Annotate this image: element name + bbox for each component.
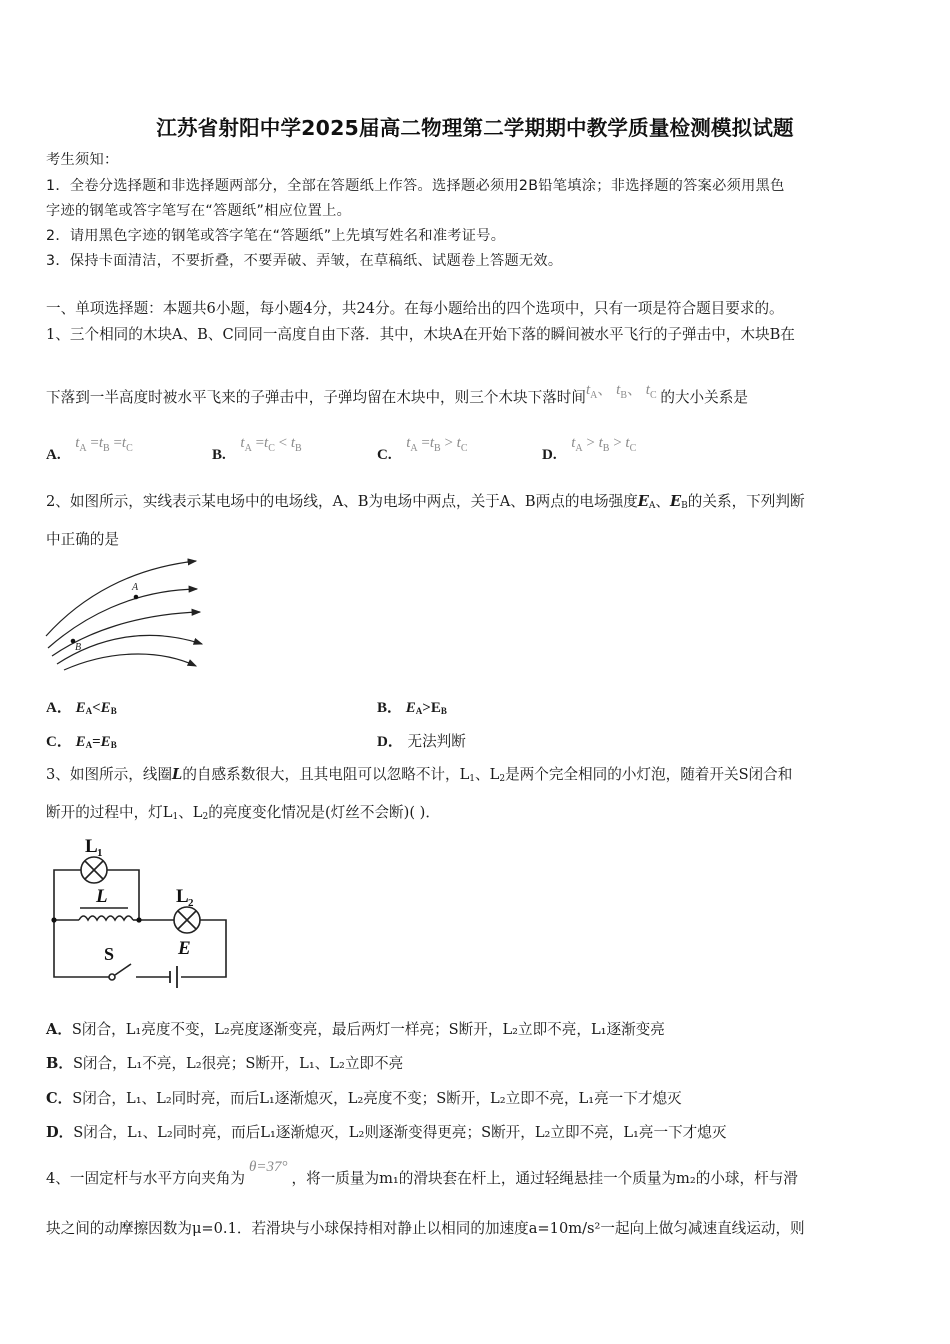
q2-option-a[interactable]: A． $E_A<E_B$ [46,700,117,716]
label-l1: L [85,836,98,857]
q1-line2-pre: 下落到一半高度时被水平飞来的子弹击中，子弹均留在木块中，则三个木块下落时间 [46,389,586,406]
label-emf: E [178,938,191,959]
q3-option-a[interactable]: A．S闭合，L₁亮度不变，L₂亮度逐渐变亮，最后两灯一样亮；S断开，L₂立即不亮，L₁逐渐变亮 [46,1021,665,1038]
q2-line1: 2、如图所示，实线表示某电场中的电场线，A、B为电场中两点，关于A、B两点的电场强度$E_A$、$E_B$的关系，下列判断 [46,493,805,511]
notice-item-2: 2．请用黑色字迹的钢笔或答字笔在“答题纸”上先填写姓名和准考证号。 [46,228,506,244]
label-inductor: L [96,886,108,907]
q4-line1: 4、一固定杆与水平方向夹角为θ=37°，将一质量为m₁的滑块套在杆上，通过轻绳悬挂一个质量为m₂的小球，杆与滑 [46,1159,798,1187]
q2-line2: 中正确的是 [46,531,119,548]
q3-option-d[interactable]: D．S闭合，L₁、L₂同时亮，而后L₁逐渐熄灭，L₂则逐渐变得更亮；S断开，L₂立即不亮，L₁亮一下才熄灭 [46,1124,727,1141]
q1-option-a[interactable]: A. $t_A =t_B =t_C$ [46,435,133,463]
q1-option-d-expr: $t_A > t_B > t_C$ [571,435,637,454]
circuit-figure [46,832,236,992]
q1-line2-post: 的大小关系是 [660,389,748,406]
q3-option-c[interactable]: C．S闭合，L₁、L₂同时亮，而后L₁逐渐熄灭，L₂亮度不变；S断开，L₂立即不亮，L₁亮一下才熄灭 [46,1090,682,1107]
q2-option-c[interactable]: C． $E_A=E_B$ [46,734,117,750]
svg-text:2: 2 [188,897,194,909]
notice-heading: 考生须知： [46,152,119,168]
notice-item-1: 1．全卷分选择题和非选择题两部分，全部在答题纸上作答。选择题必须用2B铅笔填涂；非选择题的答案必须用黑色 [46,178,785,194]
label-b: B [75,642,82,653]
q4-angle-expr: θ=37° [249,1159,288,1175]
q1-line1: 1、三个相同的木块A、B、C同同一高度自由下落．其中，木块A在开始下落的瞬间被水平飞行的子弹击中，木块B在 [46,326,795,343]
q3-line2: 断开的过程中，灯$L_1$、$L_2$的亮度变化情况是(灯丝不会断)( )． [46,804,440,822]
electric-field-figure [42,556,212,671]
q1-option-b[interactable]: B. $t_A =t_C < t_B$ [212,435,302,463]
page-title: 江苏省射阳中学2025届高二物理第二学期期中教学质量检测模拟试题 [156,116,794,140]
label-l2: L [176,886,189,907]
q1-option-d[interactable]: D. $t_A > t_B > t_C$ [542,435,637,463]
q1-option-c[interactable]: C. $t_A =t_B > t_C$ [377,435,468,463]
notice-item-3: 3．保持卡面清洁，不要折叠，不要弄破、弄皱，在草稿纸、试题卷上答题无效。 [46,253,563,269]
q3-option-b[interactable]: B．S闭合，L₁不亮，L₂很亮；S断开，L₁、L₂立即不亮 [46,1055,404,1072]
q2-option-b[interactable]: B． $E_A>E_B$ [377,700,447,716]
q1-option-c-expr: $t_A =t_B > t_C$ [406,435,468,454]
svg-text:1: 1 [97,847,103,859]
q2-option-d[interactable]: D． 无法判断 [377,733,466,750]
q1-line2 [46,382,748,414]
q1-option-a-expr: $t_A =t_B =t_C$ [75,435,133,454]
q1-option-b-expr: $t_A =t_C < t_B$ [240,435,302,454]
label-a: A [132,582,139,593]
section-heading: 一、单项选择题：本题共6小题，每小题4分，共24分。在每小题给出的四个选项中，只有一项是符合题目要求的。 [46,300,784,317]
q1-time-symbols: $t_A$、 $t_B$、 $t_C$ [585,382,657,401]
label-switch: S [104,944,115,964]
q3-line1: 3、如图所示，线圈L的自感系数很大，且其电阻可以忽略不计，$L_1$、$L_2$是两个完全相同的小灯泡，随着开关S闭合和 [46,766,793,784]
notice-item-1-cont: 字迹的钢笔或答字笔写在“答题纸”相应位置上。 [46,203,352,219]
q4-line2: 块之间的动摩擦因数为μ=0.1．若滑块与小球保持相对静止以相同的加速度a=10m/s²一起向上做匀减速直线运动，则 [46,1220,805,1237]
point-a [134,595,139,600]
